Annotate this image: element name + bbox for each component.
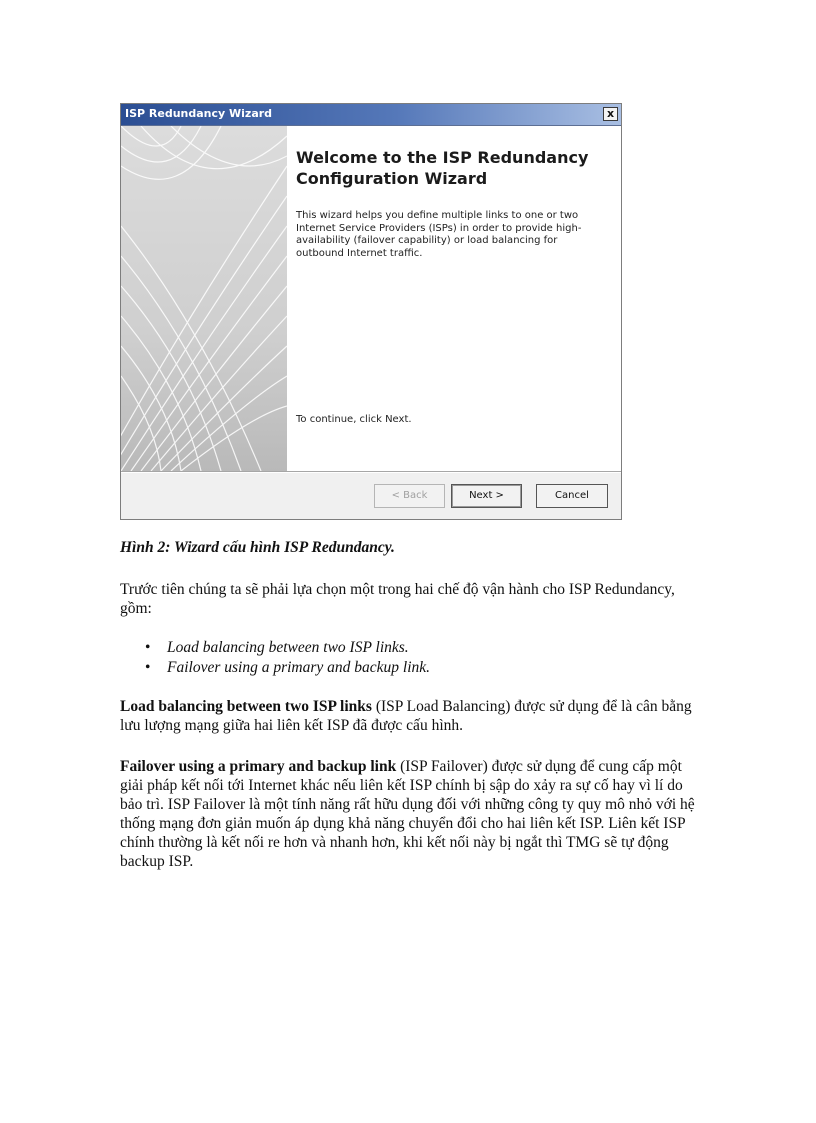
load-balancing-term: Load balancing between two ISP links [120, 698, 372, 715]
back-button[interactable]: < Back [374, 484, 445, 508]
list-item: • Load balancing between two ISP links. [120, 638, 430, 658]
continue-instruction: To continue, click Next. [296, 414, 412, 425]
load-balancing-text: (ISP Load Balancing) được sử dụng để là cân bằng lưu lượng mạng giữa hai liên kết ISP đã được cấu hình. [120, 698, 692, 734]
wizard-description: This wizard helps you define multiple links to one or two Internet Service Providers (ISPs) in order to provide high-availability (failover capability) or load balancing for outbound Internet traffic. [296, 210, 582, 259]
welcome-heading: Welcome to the ISP Redundancy Configuration Wizard [296, 148, 589, 188]
failover-paragraph [120, 757, 705, 871]
load-balancing-paragraph [120, 697, 705, 735]
failover-term: Failover using a primary and backup link [120, 758, 397, 775]
close-icon[interactable]: x [603, 107, 618, 121]
button-area-divider [121, 471, 621, 473]
mode-list [120, 638, 430, 677]
isp-redundancy-wizard-screenshot [120, 103, 622, 520]
wizard-title-bar [121, 104, 621, 126]
wizard-side-banner [121, 126, 287, 471]
figure-caption: Hình 2: Wizard cấu hình ISP Redundancy. [120, 539, 395, 556]
failover-text: (ISP Failover) được sử dụng để cung cấp một giải pháp kết nối tới Internet khác nếu liên kết ISP chính bị sập do xảy ra sự cố hay vì lí do bảo trì. ISP Failover là một tính năng rất hữu dụng đối với những công ty quy mô nhỏ với hệ thống mạng đơn giản muốn áp dụng khả năng chuyển đổi cho hai liên kết ISP. Liên kết ISP chính thường là kết nối re hơn và nhanh hơn, khi kết nối này bị ngắt thì TMG sẽ tự động backup ISP. [120, 758, 695, 870]
wizard-title: ISP Redundancy Wizard [125, 107, 273, 120]
intro-paragraph: Trước tiên chúng ta sẽ phải lựa chọn một trong hai chế độ vận hành cho ISP Redundancy, gồm: [120, 581, 675, 617]
wizard-content-panel [287, 126, 621, 471]
cancel-button[interactable]: Cancel [536, 484, 608, 508]
next-button[interactable]: Next > [451, 484, 522, 508]
list-item: • Failover using a primary and backup link. [120, 658, 430, 678]
banner-line-pattern [121, 126, 287, 471]
